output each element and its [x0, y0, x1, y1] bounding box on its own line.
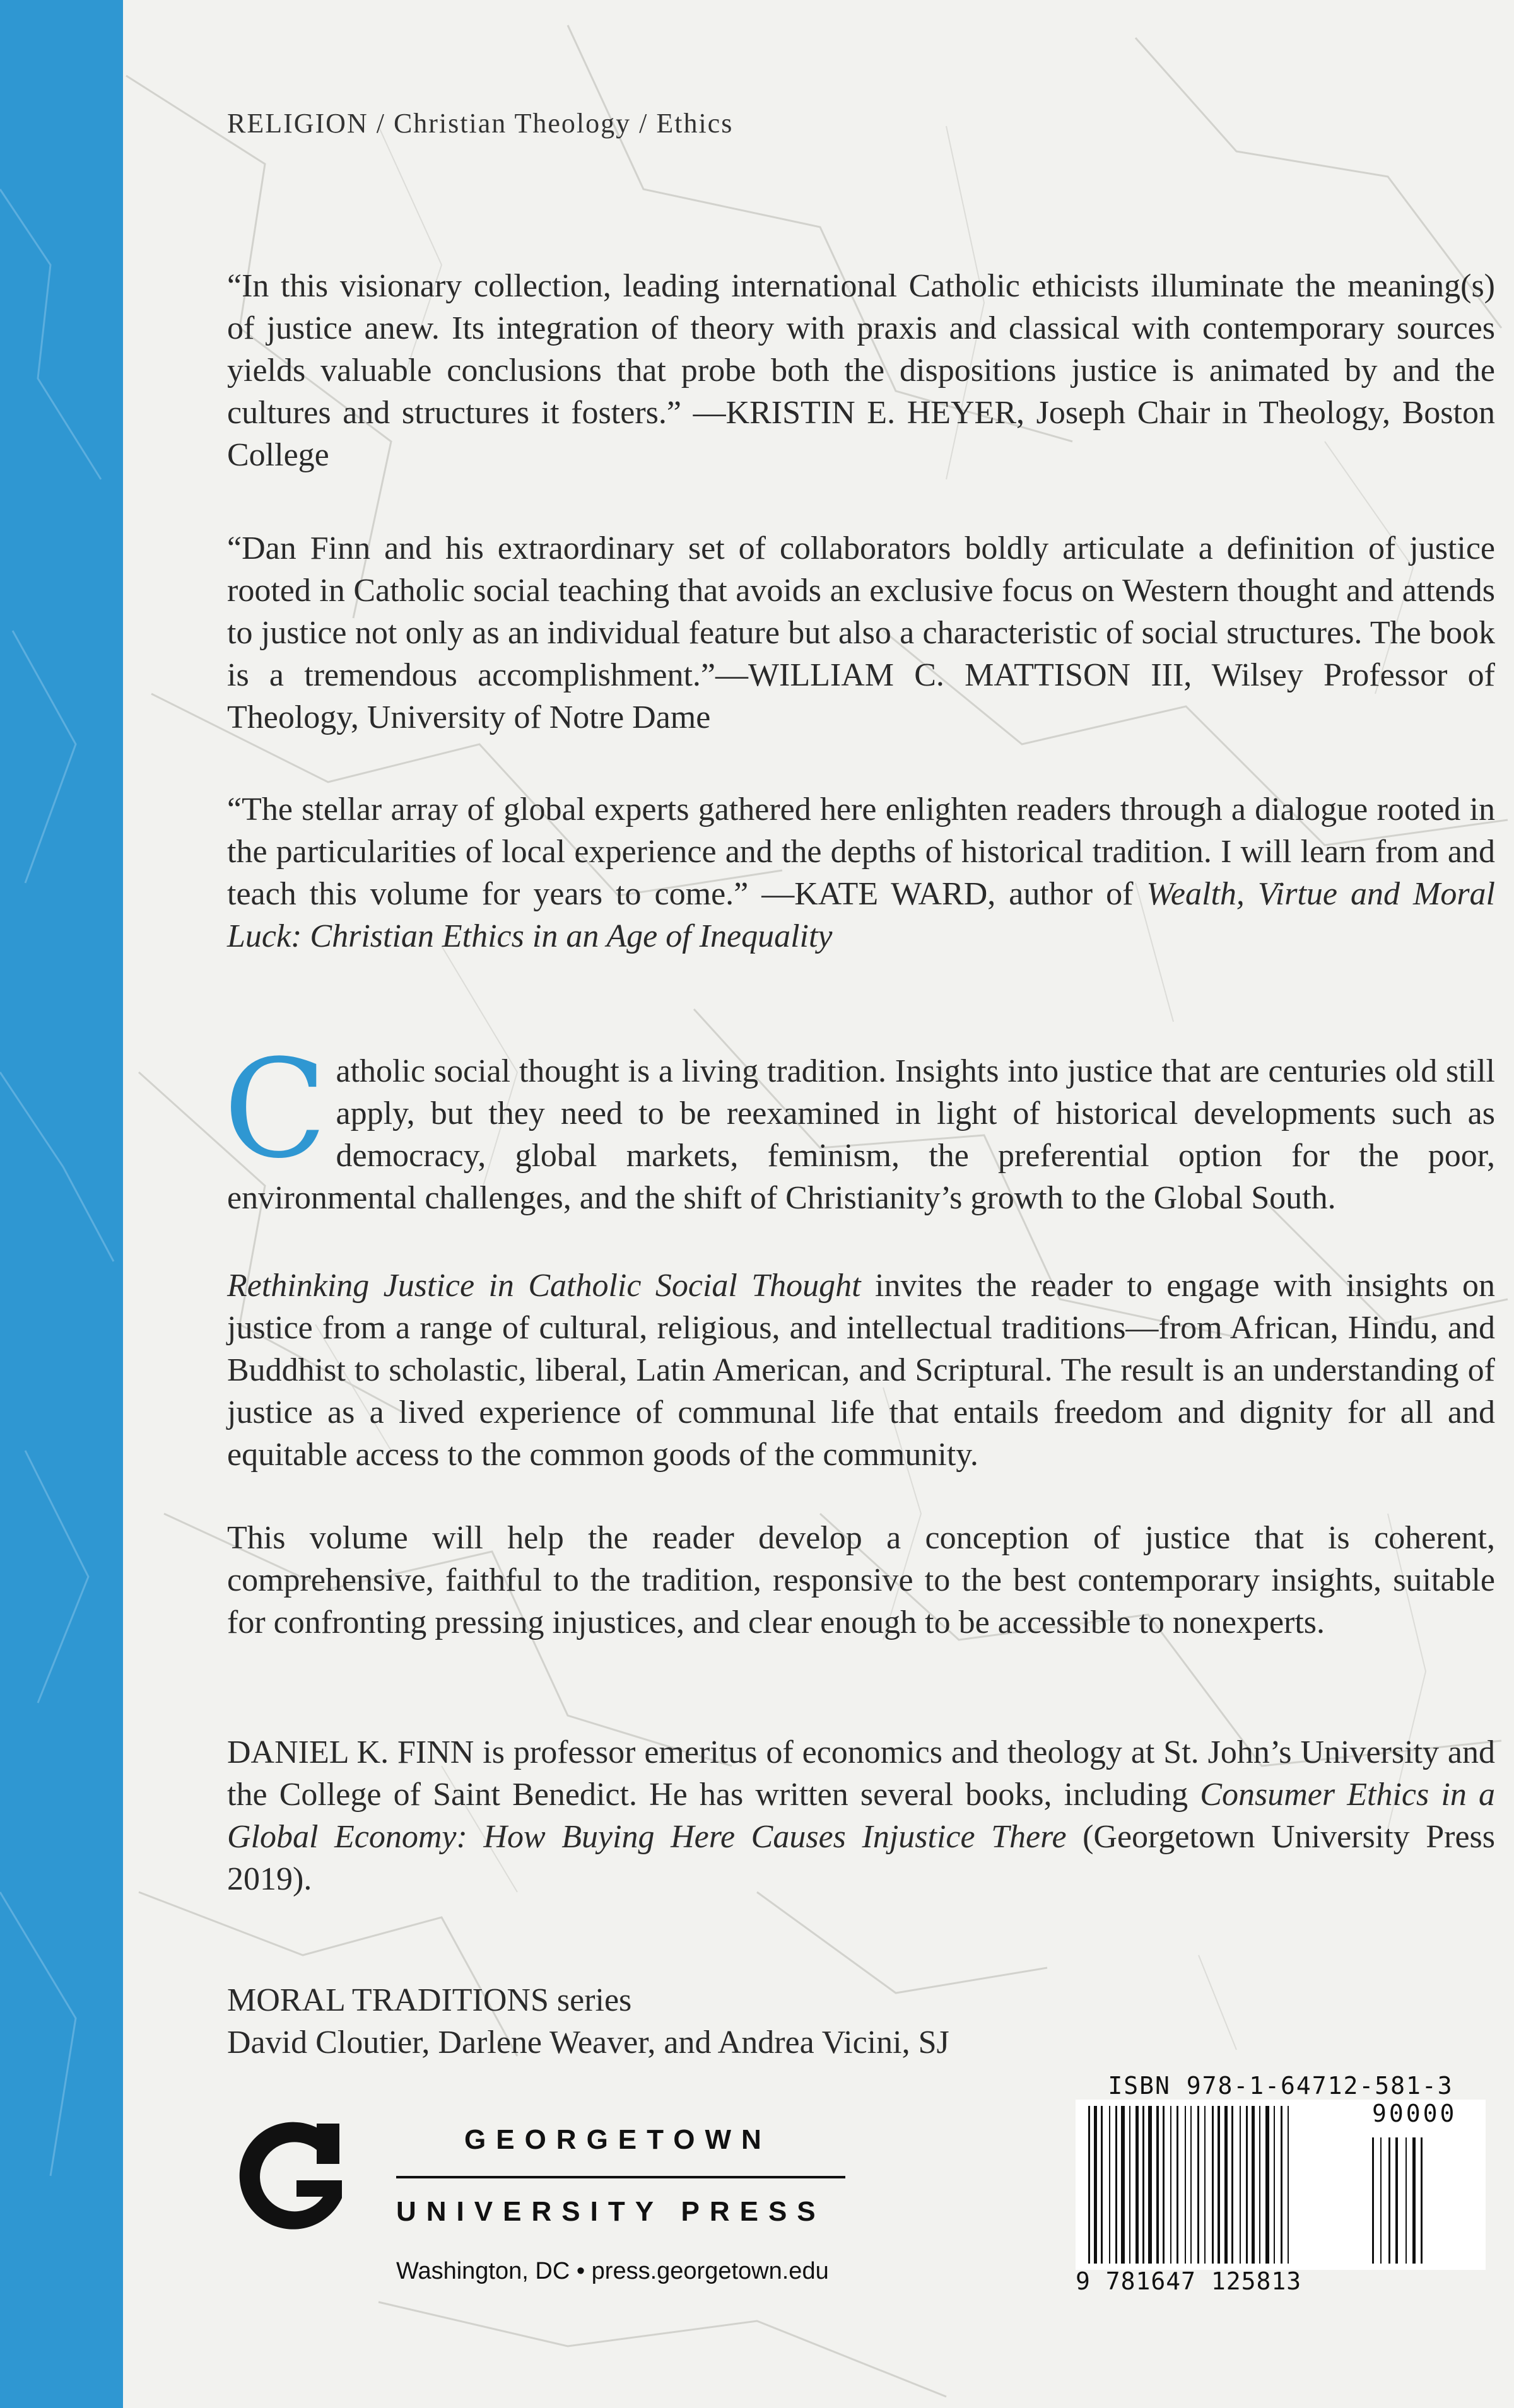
drop-cap: C [223, 1030, 327, 1188]
publisher-name-line1: GEORGETOWN [464, 2124, 772, 2155]
author-book-title: Consumer Ethics in a Global Economy: How Buying Here Causes Injustice There [227, 1777, 1495, 1855]
description-paragraph-2-text: invites the reader to engage with insights on justice from a range of cultural, religious, and intellectual traditions—from African, Hindu, and Buddhist to scholastic, liberal, Latin American, and Scriptural. The result is an understanding of justice as a lived experience of communal life that entails freedom and dignity for all and equitable access to the common goods of the community. [227, 1268, 1496, 1473]
spine-crackle [0, 0, 123, 2408]
isbn-barcode [1076, 2072, 1486, 2299]
category-label: RELIGION / Christian Theology / Ethics [227, 108, 734, 139]
author-bio-tail: (Georgetown University Press 2019). [227, 1819, 1495, 1897]
author-bio [227, 1731, 1495, 1900]
publisher-divider [396, 2176, 845, 2178]
endorsement-mattison: “Dan Finn and his extraordinary set of collaborators boldly articulate a definition of justice rooted in Catholic social teaching that avoids an exclusive focus on Western thought and attends to justice not only as an individual feature but also a characteristic of social structures. The book is a tremendous accomplishment.”—WILLIAM C. MATTISON III, Wilsey Professor of Theology, University of Notre Dame [227, 530, 1495, 735]
publisher-name-line2: UNIVERSITY PRESS [396, 2196, 826, 2227]
georgetown-logo-icon [222, 2110, 361, 2248]
isbn-text: ISBN 978-1-64712-581-3 [1108, 2072, 1453, 2100]
endorsement-ward-book-title: Wealth, Virtue and Moral Luck: Christian Ethics in an Age of Inequality [227, 876, 1495, 954]
endorsement-ward [227, 788, 1495, 957]
author-bio-text: DANIEL K. FINN is professor emeritus of economics and theology at St. John’s University and the College of Saint Benedict. He has written several books, including [227, 1734, 1495, 1813]
endorsement-ward-quote: “The stellar array of global experts gathered here enlighten readers through a dialogue rooted in the particularities of local experience and the depths of historical tradition. I will learn from and teach this volume for years to come.” —KATE WARD, author of [227, 792, 1495, 912]
barcode-digits: 9 781647 125813 [1076, 2267, 1302, 2295]
description-paragraph-2 [227, 1265, 1495, 1476]
description-paragraph-1-text: atholic social thought is a living tradition. Insights into justice that are centuries old still apply, but they need to be reexamined in light of historical developments such as democracy, global markets, feminism, the preferential option for the poor, environmental challenges, and the shift of Christianity’s growth to the Global South. [227, 1053, 1495, 1216]
description-paragraph-1 [223, 1030, 1495, 1219]
description-paragraph-3: This volume will help the reader develop a conception of justice that is coherent, comprehensive, faithful to the tradition, responsive to the best contemporary insights, suitable for confronting pressing injustices, and clear enough to be accessible to nonexperts. [227, 1520, 1495, 1640]
series-name: MORAL TRADITIONS series [227, 1982, 632, 2018]
publisher-location: Washington, DC • press.georgetown.edu [396, 2258, 829, 2284]
endorsement-heyer: “In this visionary collection, leading international Catholic ethicists illuminate the meaning(s) of justice anew. Its integration of theory with praxis and classical with contemporary sources yields valuable conclusions that probe both the dispositions justice is animated by and the cultures and structures it fosters.” —KRISTIN E. HEYER, Joseph Chair in Theology, Boston College [227, 268, 1495, 473]
series-editors: David Cloutier, Darlene Weaver, and Andrea Vicini, SJ [227, 2025, 949, 2060]
price-code: 90000 [1372, 2100, 1457, 2127]
series-block [227, 1979, 949, 2064]
book-title: Rethinking Justice in Catholic Social Thought [227, 1268, 861, 1304]
